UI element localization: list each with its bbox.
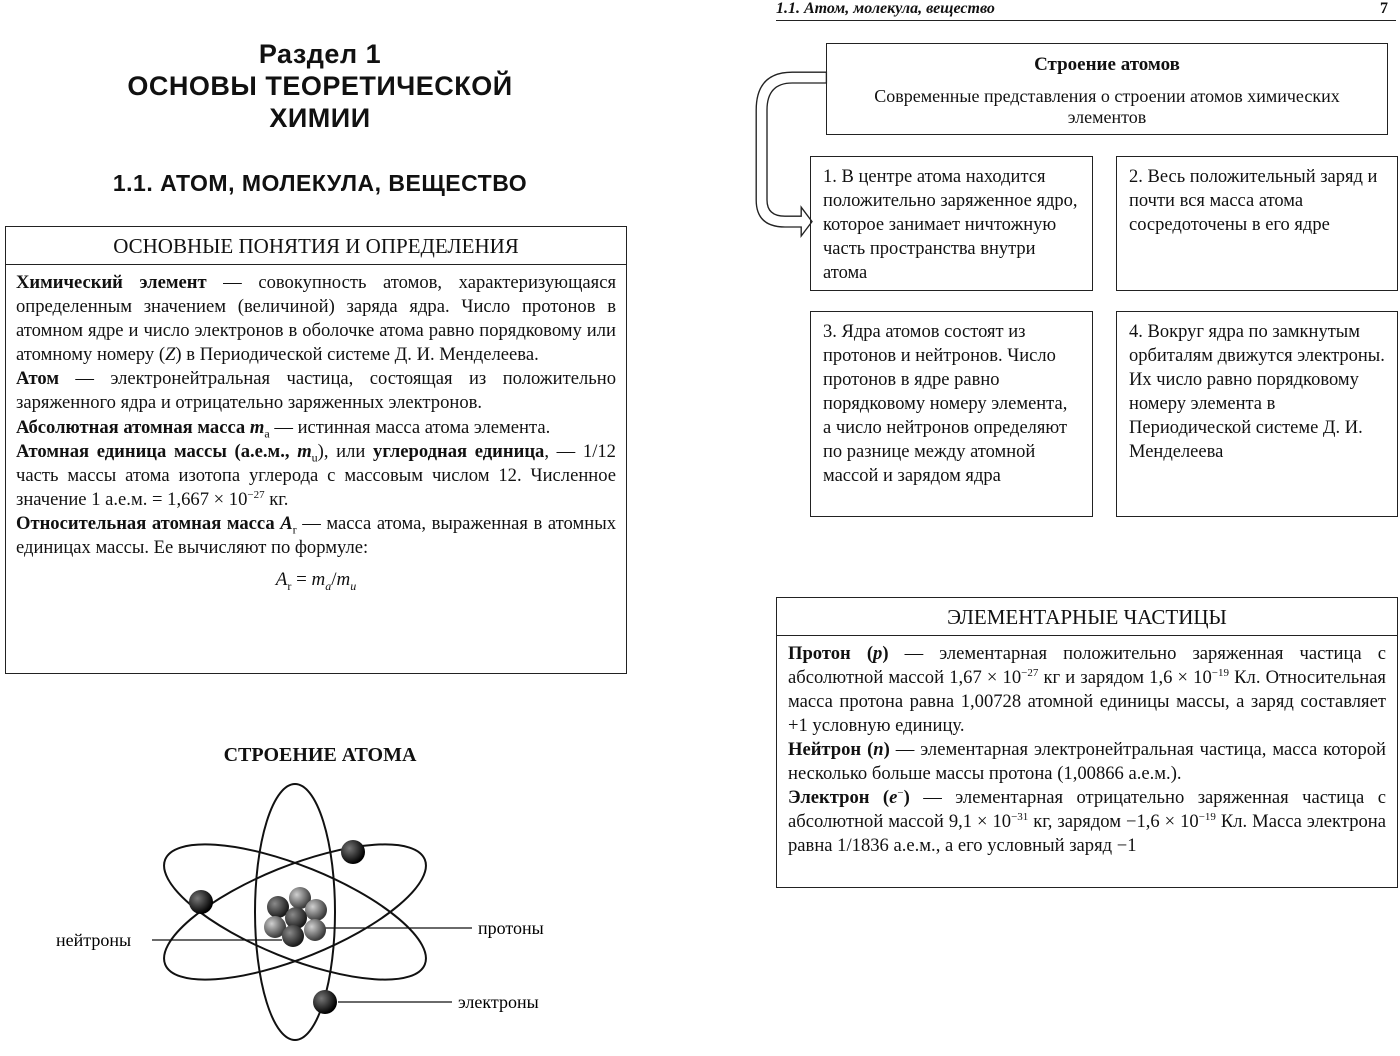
label-protons: протоны (478, 918, 544, 938)
electron (313, 990, 337, 1014)
particle-proton: Протон (p) — элементарная положительно заряженная частица с абсолютной массой $1,67 \times 10^{-27}$ кг и зарядом $1,6 \times 10^{-19}$ Кл. Относительная масса протона равна 1,00728 атомной единицы массы, а заряд составляет +1 условную единицу. (788, 643, 1386, 736)
definition-atom: Атом — электронейтральная частица, состоящая из положительно заряженного ядра и отрицательно заряженных электронов. (16, 368, 616, 414)
structure-subtitle: Современные представления о строении атомов химических элементов (874, 86, 1340, 127)
structure-title: Строение атомов (1034, 54, 1180, 75)
relative-mass-formula: $A_r = m_a/m_u$ (275, 569, 357, 593)
particles-box (776, 597, 1398, 888)
particles-body (777, 636, 1397, 858)
running-head: 1.1. Атом, молекула, вещество (776, 0, 995, 17)
definitions-box (5, 226, 627, 674)
label-electrons: электроны (458, 992, 539, 1012)
structure-card-1: 1. В центре атома находится положительно заряженное ядро, которое занимает ничтожную часть пространства внутри атома (810, 156, 1093, 291)
electron (189, 890, 213, 914)
atom-diagram-title: СТРОЕНИЕ АТОМА (223, 744, 417, 766)
atom-diagram (0, 770, 640, 1056)
definitions-body (6, 265, 626, 592)
structure-card-2: 2. Весь положительный заряд и почти вся масса атома сосредоточены в его ядре (1116, 156, 1398, 291)
definition-relative-mass: Относительная атомная масса $A_r$ — масса атома, выраженная в атомных единицах массы. Ее вычисляют по формуле: (16, 512, 616, 559)
structure-card-3: 3. Ядра атомов состоят из протонов и нейтронов. Число протонов в ядре равно порядковому номеру элемента, а число нейтронов определяют по разнице между атомной массой и зарядом ядра (810, 311, 1093, 517)
definition-amu: Атомная единица массы (а.е.м., $m_u$), или углеродная единица, — 1/12 часть массы атома изотопа углерода с массовым числом 12. Численное значение 1 а.е.м. = $1,667 \times 10^{-27}$ кг. (16, 440, 616, 510)
label-neutrons: нейтроны (56, 930, 132, 950)
definition-chemical-element: Химический элемент — совокупность атомов, характеризующаяся определенным значением (величиной) заряда ядра. Число протонов в атомном ядре и число электронов в оболочке атома равно порядковому или атомному номеру (Z) в Периодической системе Д. И. Менделеева. (16, 272, 616, 366)
particle-electron: Электрон (e−) — элементарная отрицательно заряженная частица с абсолютной массой $9,1 \times 10^{-31}$ кг, зарядом $-1,6 \times 10^{-19}$ Кл. Масса электрона равна 1/1836 а.е.м., а его условный заряд −1 (788, 787, 1386, 856)
section-heading (20, 38, 620, 134)
particles-heading: ЭЛЕМЕНТАРНЫЕ ЧАСТИЦЫ (777, 598, 1397, 636)
electron (341, 840, 365, 864)
structure-box (826, 43, 1388, 135)
section-subtitle-line2: ХИМИИ (269, 103, 371, 133)
section-title: Раздел 1 (258, 39, 382, 69)
definition-absolute-mass: Абсолютная атомная масса $m_а$ — истинная масса атома элемента. (16, 416, 551, 441)
page-number: 7 (1380, 0, 1388, 17)
header-rule (776, 20, 1396, 21)
section-subtitle-line1: ОСНОВЫ ТЕОРЕТИЧЕСКОЙ (127, 71, 513, 101)
chapter-title: 1.1. АТОМ, МОЛЕКУЛА, ВЕЩЕСТВО (112, 170, 528, 196)
nucleus (264, 887, 327, 947)
structure-card-4: 4. Вокруг ядра по замкнутым орбиталям движутся электроны. Их число равно порядковому номеру элемента в Периодической системе Д. И. Менделеева (1116, 311, 1398, 517)
definitions-heading: ОСНОВНЫЕ ПОНЯТИЯ И ОПРЕДЕЛЕНИЯ (6, 227, 626, 265)
particle-neutron: Нейтрон (n) — элементарная электронейтральная частица, масса которой несколько больше массы протона (1,00866 а.е.м.). (788, 739, 1387, 784)
